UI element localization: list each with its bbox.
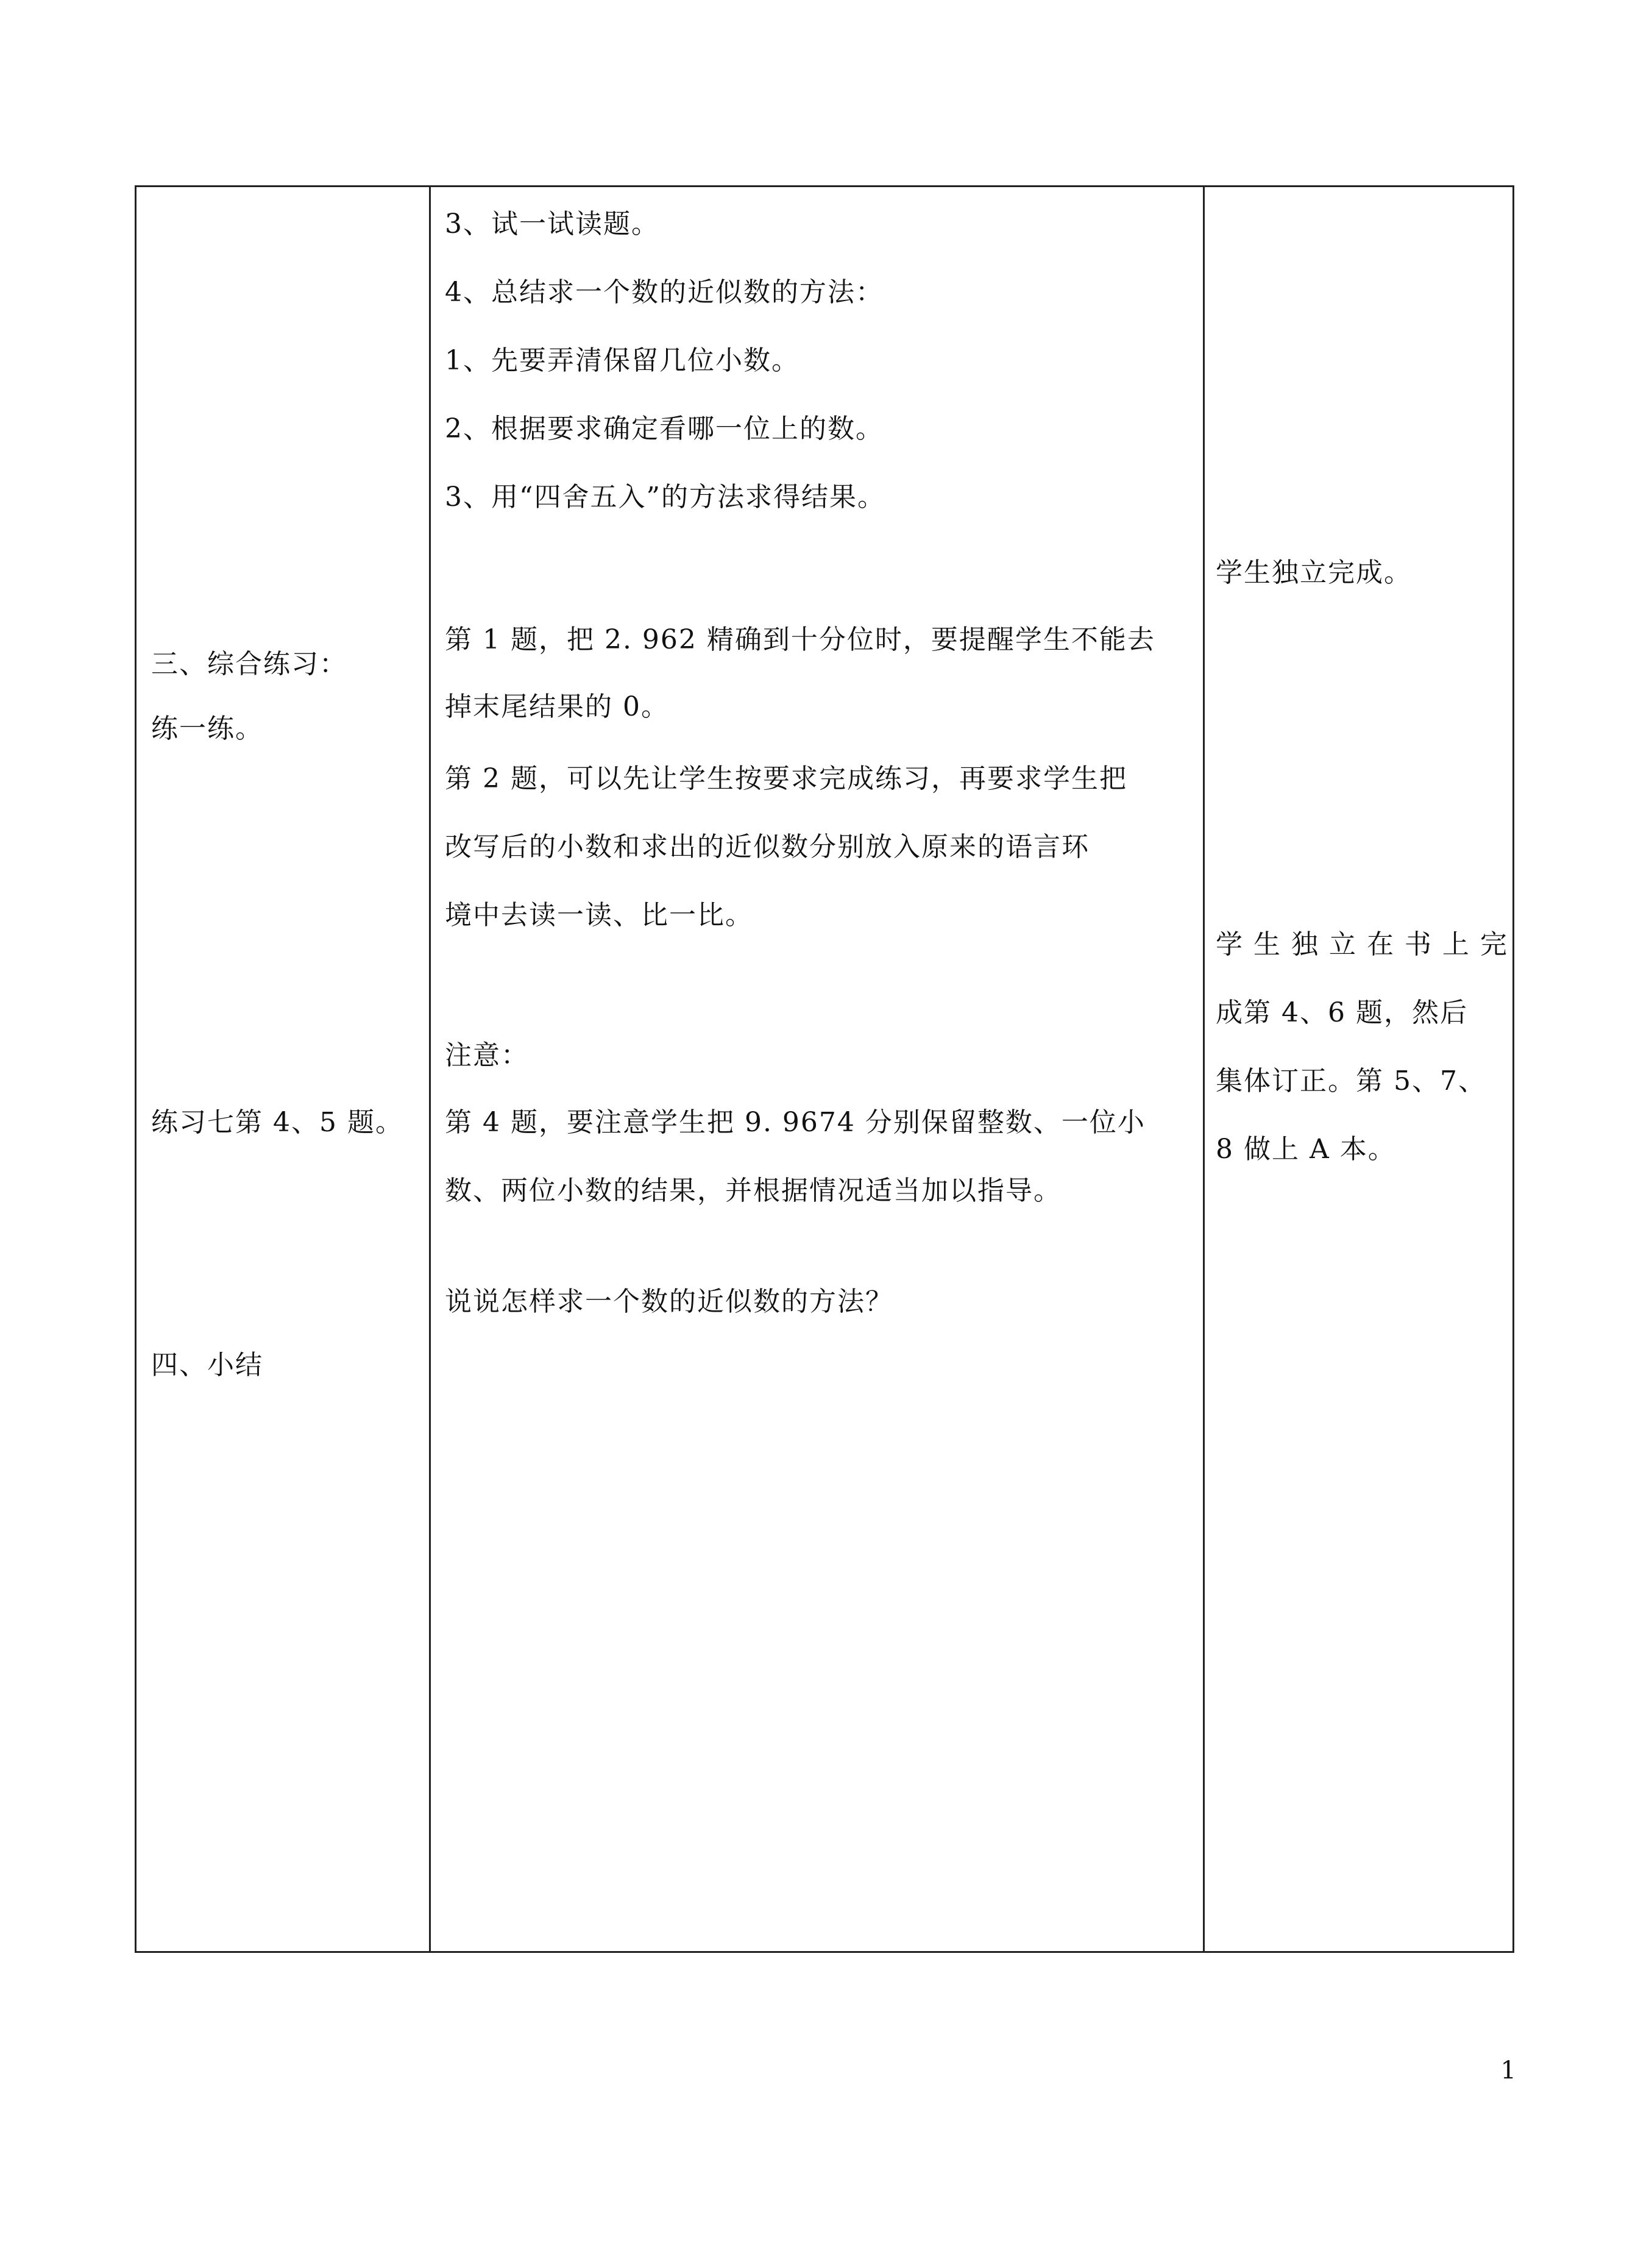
right-note-2-line-2: 成第 4、6 题，然后 <box>1216 997 1468 1028</box>
section4-title: 四、小结 <box>151 1349 263 1381</box>
section3-sub: 练一练。 <box>151 713 263 744</box>
column-divider-left <box>429 187 431 1951</box>
middle-line-2: 4、总结求一个数的近似数的方法： <box>445 277 884 308</box>
section3-title: 三、综合练习： <box>151 649 347 680</box>
middle-line-5: 3、用“四舍五入”的方法求得结果。 <box>445 482 885 513</box>
column-divider-right <box>1203 187 1205 1951</box>
middle-line-1: 3、试一试读题。 <box>445 208 659 240</box>
q4-line-2: 数、两位小数的结果，并根据情况适当加以指导。 <box>445 1175 1062 1206</box>
q2-line-1: 第 2 题，可以先让学生按要求完成练习，再要求学生把 <box>445 763 1127 794</box>
right-note-2-line-4: 8 做上 A 本。 <box>1216 1134 1396 1165</box>
q1-line-2: 掉末尾结果的 0。 <box>445 691 669 722</box>
right-note-2-line-3: 集体订正。第 5、7、 <box>1216 1065 1486 1097</box>
right-note-1: 学生独立完成。 <box>1216 557 1412 588</box>
q4-line-1: 第 4 题，要注意学生把 9. 9674 分别保留整数、一位小 <box>445 1107 1146 1138</box>
right-note-2-line-1: 学 生 独 立 在 书 上 完 <box>1216 929 1508 960</box>
summary-question: 说说怎样求一个数的近似数的方法？ <box>445 1286 893 1317</box>
q2-line-2: 改写后的小数和求出的近似数分别放入原来的语言环 <box>445 831 1090 862</box>
middle-line-4: 2、根据要求确定看哪一位上的数。 <box>445 413 884 444</box>
q1-line-1: 第 1 题，把 2. 962 精确到十分位时，要提醒学生不能去 <box>445 624 1155 655</box>
page-number: 1 <box>1500 2056 1516 2085</box>
exercise7-label: 练习七第 4、5 题。 <box>151 1107 403 1138</box>
middle-line-3: 1、先要弄清保留几位小数。 <box>445 345 800 376</box>
note-title: 注意： <box>445 1040 529 1071</box>
q2-line-3: 境中去读一读、比一比。 <box>445 900 753 931</box>
